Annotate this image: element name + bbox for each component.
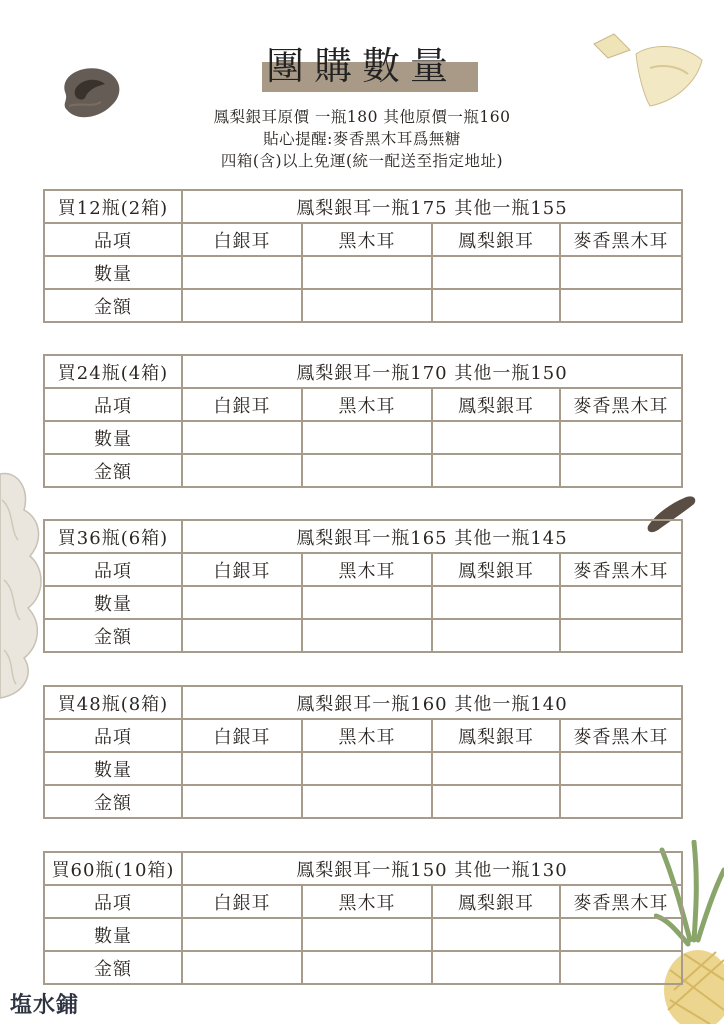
notes bbox=[0, 106, 724, 172]
quantity-cell[interactable] bbox=[560, 586, 682, 619]
row-label-amount: 金額 bbox=[44, 289, 182, 322]
tier-label: 買36瓶(6箱) bbox=[44, 520, 182, 553]
order-table-tier-2 bbox=[43, 354, 683, 488]
order-table-tier-3 bbox=[43, 519, 683, 653]
amount-cell[interactable] bbox=[302, 289, 432, 322]
row-label-amount: 金額 bbox=[44, 951, 182, 984]
quantity-cell[interactable] bbox=[182, 752, 302, 785]
tier-price: 鳳梨銀耳一瓶170 其他一瓶150 bbox=[182, 355, 682, 388]
product-header: 鳳梨銀耳 bbox=[432, 388, 560, 421]
product-header: 鳳梨銀耳 bbox=[432, 223, 560, 256]
amount-cell[interactable] bbox=[432, 951, 560, 984]
order-table-tier-4 bbox=[43, 685, 683, 819]
tier-price: 鳳梨銀耳一瓶150 其他一瓶130 bbox=[182, 852, 682, 885]
quantity-cell[interactable] bbox=[432, 752, 560, 785]
row-label-item: 品項 bbox=[44, 553, 182, 586]
quantity-cell[interactable] bbox=[302, 256, 432, 289]
row-label-amount: 金額 bbox=[44, 785, 182, 818]
tier-label: 買48瓶(8箱) bbox=[44, 686, 182, 719]
amount-cell[interactable] bbox=[302, 619, 432, 652]
quantity-cell[interactable] bbox=[432, 586, 560, 619]
product-header: 白銀耳 bbox=[182, 223, 302, 256]
product-header: 麥香黑木耳 bbox=[560, 223, 682, 256]
tier-label: 買24瓶(4箱) bbox=[44, 355, 182, 388]
brand-logo: 塩水鋪 bbox=[10, 992, 80, 1018]
quantity-cell[interactable] bbox=[560, 918, 682, 951]
quantity-cell[interactable] bbox=[182, 918, 302, 951]
amount-cell[interactable] bbox=[560, 951, 682, 984]
row-label-item: 品項 bbox=[44, 885, 182, 918]
note-original-price: 鳳梨銀耳原價 一瓶180 其他原價一瓶160 bbox=[213, 108, 511, 126]
quantity-cell[interactable] bbox=[560, 256, 682, 289]
product-header: 麥香黑木耳 bbox=[560, 553, 682, 586]
quantity-cell[interactable] bbox=[560, 421, 682, 454]
product-header: 麥香黑木耳 bbox=[560, 388, 682, 421]
row-label-amount: 金額 bbox=[44, 619, 182, 652]
tier-label: 買60瓶(10箱) bbox=[44, 852, 182, 885]
amount-cell[interactable] bbox=[432, 619, 560, 652]
product-header: 鳳梨銀耳 bbox=[432, 719, 560, 752]
product-header: 黑木耳 bbox=[302, 885, 432, 918]
amount-cell[interactable] bbox=[302, 454, 432, 487]
row-label-quantity: 數量 bbox=[44, 918, 182, 951]
quantity-cell[interactable] bbox=[432, 421, 560, 454]
row-label-item: 品項 bbox=[44, 223, 182, 256]
amount-cell[interactable] bbox=[432, 454, 560, 487]
row-label-quantity: 數量 bbox=[44, 752, 182, 785]
amount-cell[interactable] bbox=[182, 785, 302, 818]
tier-label: 買12瓶(2箱) bbox=[44, 190, 182, 223]
tier-price: 鳳梨銀耳一瓶175 其他一瓶155 bbox=[182, 190, 682, 223]
quantity-cell[interactable] bbox=[302, 586, 432, 619]
product-header: 黑木耳 bbox=[302, 388, 432, 421]
order-table-tier-1 bbox=[43, 189, 683, 323]
product-header: 麥香黑木耳 bbox=[560, 719, 682, 752]
amount-cell[interactable] bbox=[182, 951, 302, 984]
row-label-quantity: 數量 bbox=[44, 256, 182, 289]
quantity-cell[interactable] bbox=[302, 752, 432, 785]
row-label-quantity: 數量 bbox=[44, 421, 182, 454]
amount-cell[interactable] bbox=[432, 785, 560, 818]
product-header: 黑木耳 bbox=[302, 719, 432, 752]
quantity-cell[interactable] bbox=[560, 752, 682, 785]
product-header: 白銀耳 bbox=[182, 885, 302, 918]
order-table-tier-5 bbox=[43, 851, 683, 985]
amount-cell[interactable] bbox=[560, 619, 682, 652]
note-reminder: 貼心提醒:麥香黑木耳爲無糖 bbox=[263, 130, 461, 148]
quantity-cell[interactable] bbox=[432, 256, 560, 289]
row-label-quantity: 數量 bbox=[44, 586, 182, 619]
row-label-item: 品項 bbox=[44, 719, 182, 752]
row-label-item: 品項 bbox=[44, 388, 182, 421]
product-header: 白銀耳 bbox=[182, 388, 302, 421]
product-header: 黑木耳 bbox=[302, 553, 432, 586]
amount-cell[interactable] bbox=[560, 785, 682, 818]
quantity-cell[interactable] bbox=[302, 421, 432, 454]
amount-cell[interactable] bbox=[182, 289, 302, 322]
quantity-cell[interactable] bbox=[432, 918, 560, 951]
tier-price: 鳳梨銀耳一瓶165 其他一瓶145 bbox=[182, 520, 682, 553]
product-header: 麥香黑木耳 bbox=[560, 885, 682, 918]
quantity-cell[interactable] bbox=[182, 586, 302, 619]
page-title: 團購數量 bbox=[265, 44, 458, 88]
quantity-cell[interactable] bbox=[182, 421, 302, 454]
amount-cell[interactable] bbox=[182, 619, 302, 652]
white-fungus-illustration bbox=[0, 470, 48, 700]
amount-cell[interactable] bbox=[560, 289, 682, 322]
product-header: 白銀耳 bbox=[182, 719, 302, 752]
tier-price: 鳳梨銀耳一瓶160 其他一瓶140 bbox=[182, 686, 682, 719]
amount-cell[interactable] bbox=[302, 785, 432, 818]
product-header: 鳳梨銀耳 bbox=[432, 885, 560, 918]
product-header: 白銀耳 bbox=[182, 553, 302, 586]
quantity-cell[interactable] bbox=[182, 256, 302, 289]
note-free-shipping: 四箱(含)以上免運(統一配送至指定地址) bbox=[220, 152, 504, 170]
amount-cell[interactable] bbox=[432, 289, 560, 322]
quantity-cell[interactable] bbox=[302, 918, 432, 951]
product-header: 鳳梨銀耳 bbox=[432, 553, 560, 586]
row-label-amount: 金額 bbox=[44, 454, 182, 487]
amount-cell[interactable] bbox=[302, 951, 432, 984]
amount-cell[interactable] bbox=[560, 454, 682, 487]
amount-cell[interactable] bbox=[182, 454, 302, 487]
product-header: 黑木耳 bbox=[302, 223, 432, 256]
